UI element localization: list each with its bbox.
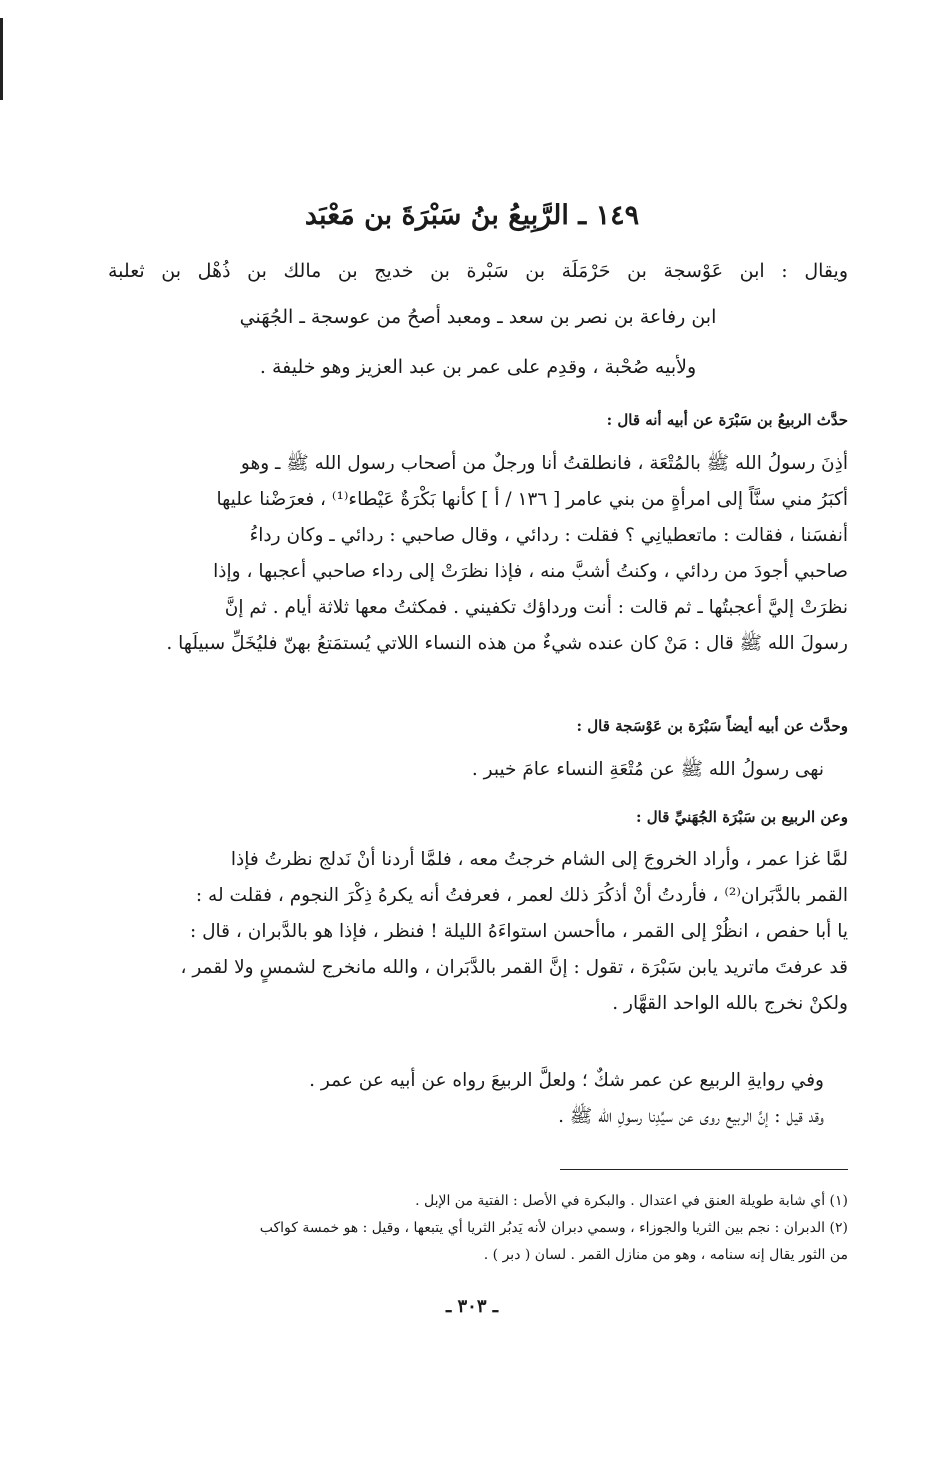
paragraph-line: نهى رسولُ الله ﷺ عن مُتْعَةِ النساء عامَ خيبر . bbox=[471, 759, 824, 780]
footnote-2: (٢) الدبران : نجم بين الثريا والجوزاء ، وسمي دبران لأنه يَدبُر الثريا أي يتبعها ، وقيل : هو خمسة كواكب bbox=[259, 1220, 848, 1236]
paragraph-line: وفي روايةِ الربيع عن عمر شكٌ ؛ ولعلَّ الربيعَ رواه عن أبيه عن عمر . bbox=[309, 1070, 824, 1091]
narration-paragraph-1 bbox=[108, 446, 848, 662]
paragraph-line: يا أبا حفص ، انظُرْ إلى القمر ، ماأحسن استواءَهُ الليلة ! فنظر ، فإذا هو بالدَّبران ، قال : bbox=[189, 921, 848, 942]
closing-remarks bbox=[108, 1063, 848, 1135]
narration-lead-2: وحدَّث عن أبيه أيضاً سَبْرَة بن عَوْسَجة قال : bbox=[576, 717, 848, 735]
scan-margin-mark bbox=[0, 18, 3, 100]
lineage-line-1: ويقال : ابن عَوْسجة بن حَرْمَلَة بن سَبْرة بن خديج بن مالك بن ذُهْل بن ثعلبة bbox=[108, 260, 848, 282]
companionship-note: ولأبيه صُحْبة ، وقدِم على عمر بن عبد العزيز وهو خليفة . bbox=[259, 356, 697, 378]
narration-paragraph-3 bbox=[108, 842, 848, 1022]
paragraph-line: القمر بالدَّبَران⁽²⁾ ، فأردتُ أنْ أذكُرَ ذلك لعمر ، فعرفتُ أنه يكرهُ ذِكْرَ النجوم ، فقلت له : bbox=[195, 885, 848, 906]
paragraph-line: نظرَتْ إليَّ أعجبتُها ـ ثم قالت : أنت ورداؤك تكفيني . فمكثتُ معها ثلاثة أيام . ثم إنَّ bbox=[224, 597, 848, 618]
paragraph-line: قد عرفتَ ماتريد يابن سَبْرَة ، تقول : إنَّ القمر بالدَّبَران ، والله مانخرج لشمسٍ ولا لقمر ، bbox=[180, 957, 848, 978]
narration-paragraph-2 bbox=[108, 752, 848, 788]
narration-lead-1: حدَّث الربيعُ بن سَبْرَة عن أبيه أنه قال : bbox=[606, 411, 848, 429]
biography-title: ١٤٩ ـ الرَّبِيعُ بنُ سَبْرَةَ بن مَعْبَد bbox=[304, 200, 640, 231]
paragraph-line: ولكنْ نخرج بالله الواحد القهَّار . bbox=[612, 993, 848, 1014]
paragraph-line: أكبَرُ مني سنَّاً إلى امرأةٍ من بني عامر [ ١٣٦ / أ ] كأنها بَكْرَةٌ عَيْطاء⁽¹⁾ ، فعرَضْنا عليها bbox=[216, 489, 848, 510]
footnotes bbox=[108, 1188, 848, 1269]
footnote-divider bbox=[560, 1169, 848, 1170]
paragraph-line: رسولَ الله ﷺ قال : مَنْ كان عنده شيءٌ من هذه النساء اللاتي يُستمَتعُ بهنّ فليُخَلِّ سبيلَها . bbox=[166, 633, 848, 654]
paragraph-line: وقد قيل : إنَّ الربيع روى عن سيِّدِنا رسولِ الله ﷺ . bbox=[558, 1106, 824, 1127]
page-number: ـ ٣٠٣ ـ bbox=[445, 1296, 499, 1317]
lineage-line-2: ابن رفاعة بن نصر بن سعد ـ ومعبد أصحُ من عوسجة ـ الجُهَني bbox=[239, 306, 717, 328]
narration-lead-3: وعن الربيع بن سَبْرَة الجُهَنيِّ قال : bbox=[635, 808, 848, 826]
paragraph-line: أنفسَنا ، فقالت : ماتعطيانِي ؟ فقلت : ردائي ، وقال صاحبي : ردائي ـ وكان رداءُ bbox=[249, 525, 848, 546]
paragraph-line: أذِنَ رسولُ الله ﷺ بالمُتْعَة ، فانطلقتُ أنا ورجلٌ من أصحاب رسول الله ﷺ ـ وهو bbox=[240, 453, 848, 474]
footnote-1: (١) أي شابة طويلة العنق في اعتدال . والبكرة في الأصل : الفتية من الإبل . bbox=[415, 1193, 848, 1209]
footnote-2-continued: من الثور يقال إنه سنامه ، وهو من منازل القمر . لسان ( دبر ) . bbox=[483, 1247, 848, 1263]
paragraph-line: لمَّا غزا عمر ، وأراد الخروجَ إلى الشام خرجتُ معه ، فلمَّا أردنا أنْ نَدلج نظرتُ فإذا bbox=[230, 849, 848, 870]
paragraph-line: صاحبي أجودَ من ردائي ، وكنتُ أشبَّ منه ، فإذا نظرَتْ إلى رداء صاحبي أعجبها ، وإذا bbox=[213, 561, 848, 582]
